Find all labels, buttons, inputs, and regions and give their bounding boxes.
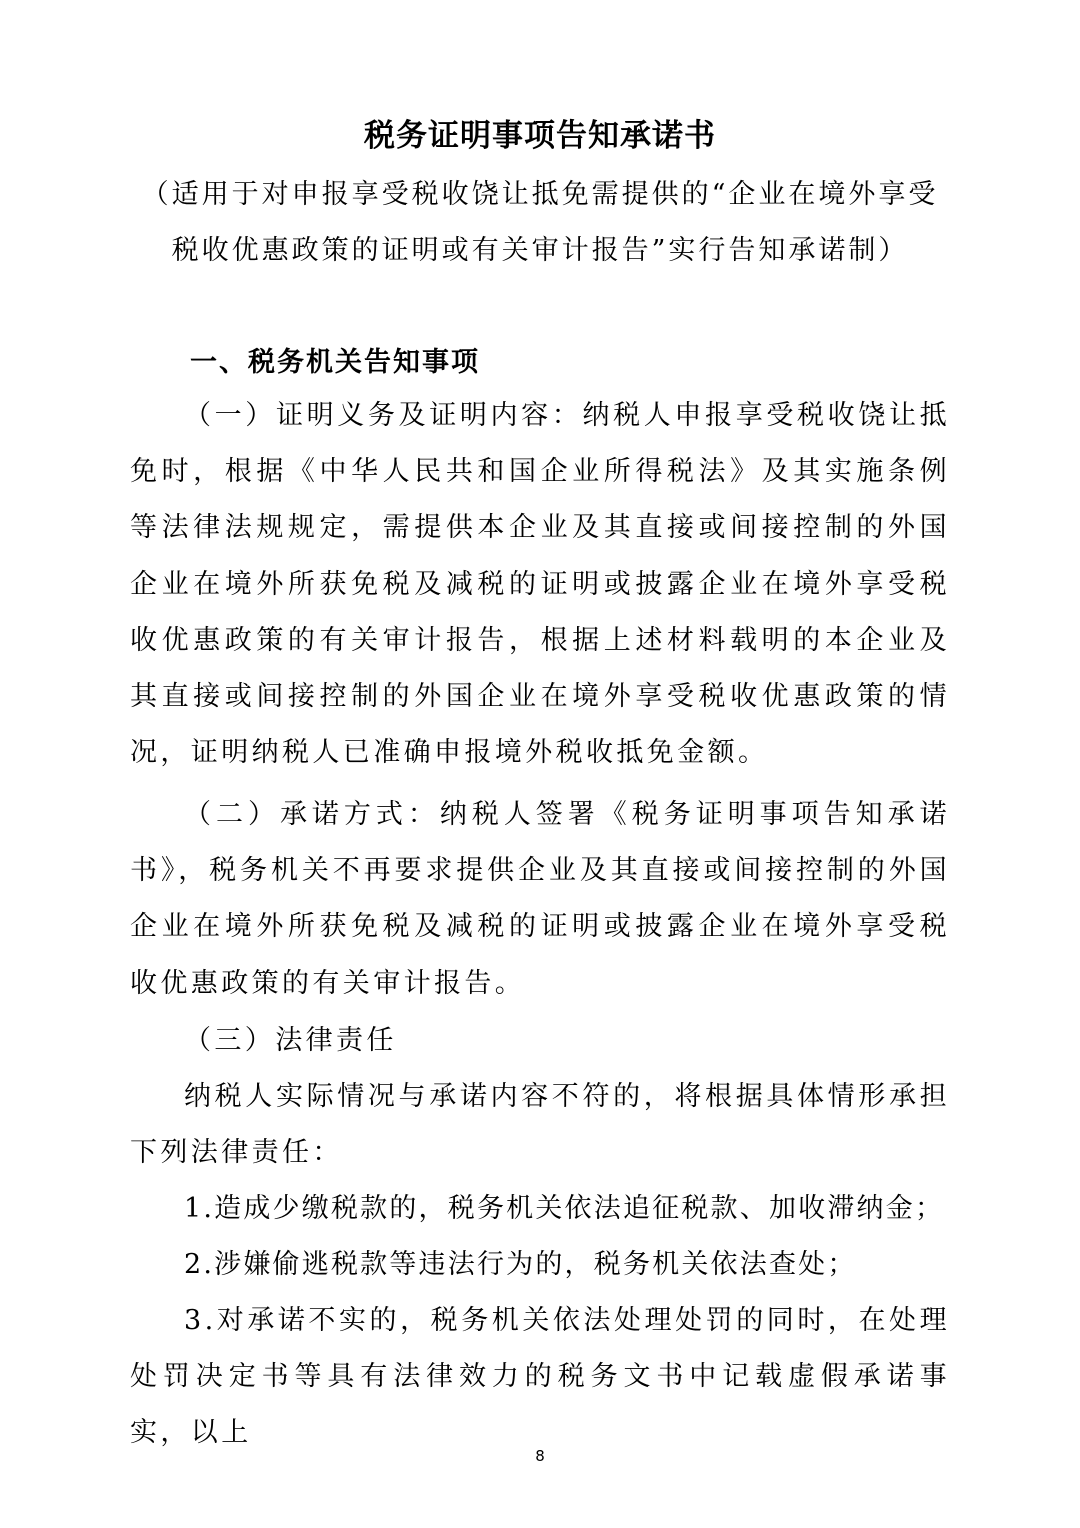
document-subtitle-line-1: （适用于对申报享受税收饶让抵免需提供的“企业在境外享受 (141, 179, 939, 210)
paragraph-liability-intro: 纳税人实际情况与承诺内容不符的，将根据具体情形承担下列法律责任： (130, 1081, 950, 1169)
paragraph-commitment-method: （二）承诺方式：纳税人签署《税务证明事项告知承诺书》，税务机关不再要求提供企业及其直接或间接控制的外国企业在境外所获免税及减税的证明或披露企业在境外享受税收优惠政策的有关审计报告。 (130, 799, 950, 999)
paragraph-legal-liability-heading: （三）法律责任 (184, 1025, 397, 1056)
paragraph-proof-obligation: （一）证明义务及证明内容：纳税人申报享受税收饶让抵免时，根据《中华人民共和国企业所得税法》及其实施条例等法律法规规定，需提供本企业及其直接或间接控制的外国企业在境外所获免税及减税的证明或披露企业在境外享受税收优惠政策的有关审计报告，根据上述材料载明的本企业及其直接或间接控制的外国企业在境外享受税收优惠政策的情况，证明纳税人已准确申报境外税收抵免金额。 (130, 400, 950, 769)
document-subtitle-line-2: 税收优惠政策的证明或有关审计报告”实行告知承诺制） (171, 235, 909, 266)
section-heading-tax-authority-notice: 一、税务机关告知事项 (190, 347, 480, 378)
list-item-liability-2: 2.涉嫌偷逃税款等违法行为的，税务机关依法查处； (184, 1249, 857, 1280)
list-item-liability-1: 1.造成少缴税款的，税务机关依法追征税款、加收滞纳金； (184, 1193, 945, 1224)
page-number: 8 (535, 1447, 545, 1465)
list-item-liability-3: 3.对承诺不实的，税务机关依法处理处罚的同时，在处理处罚决定书等具有法律效力的税务文书中记载虚假承诺事实，以上 (130, 1305, 950, 1449)
document-title: 税务证明事项告知承诺书 (364, 118, 716, 154)
